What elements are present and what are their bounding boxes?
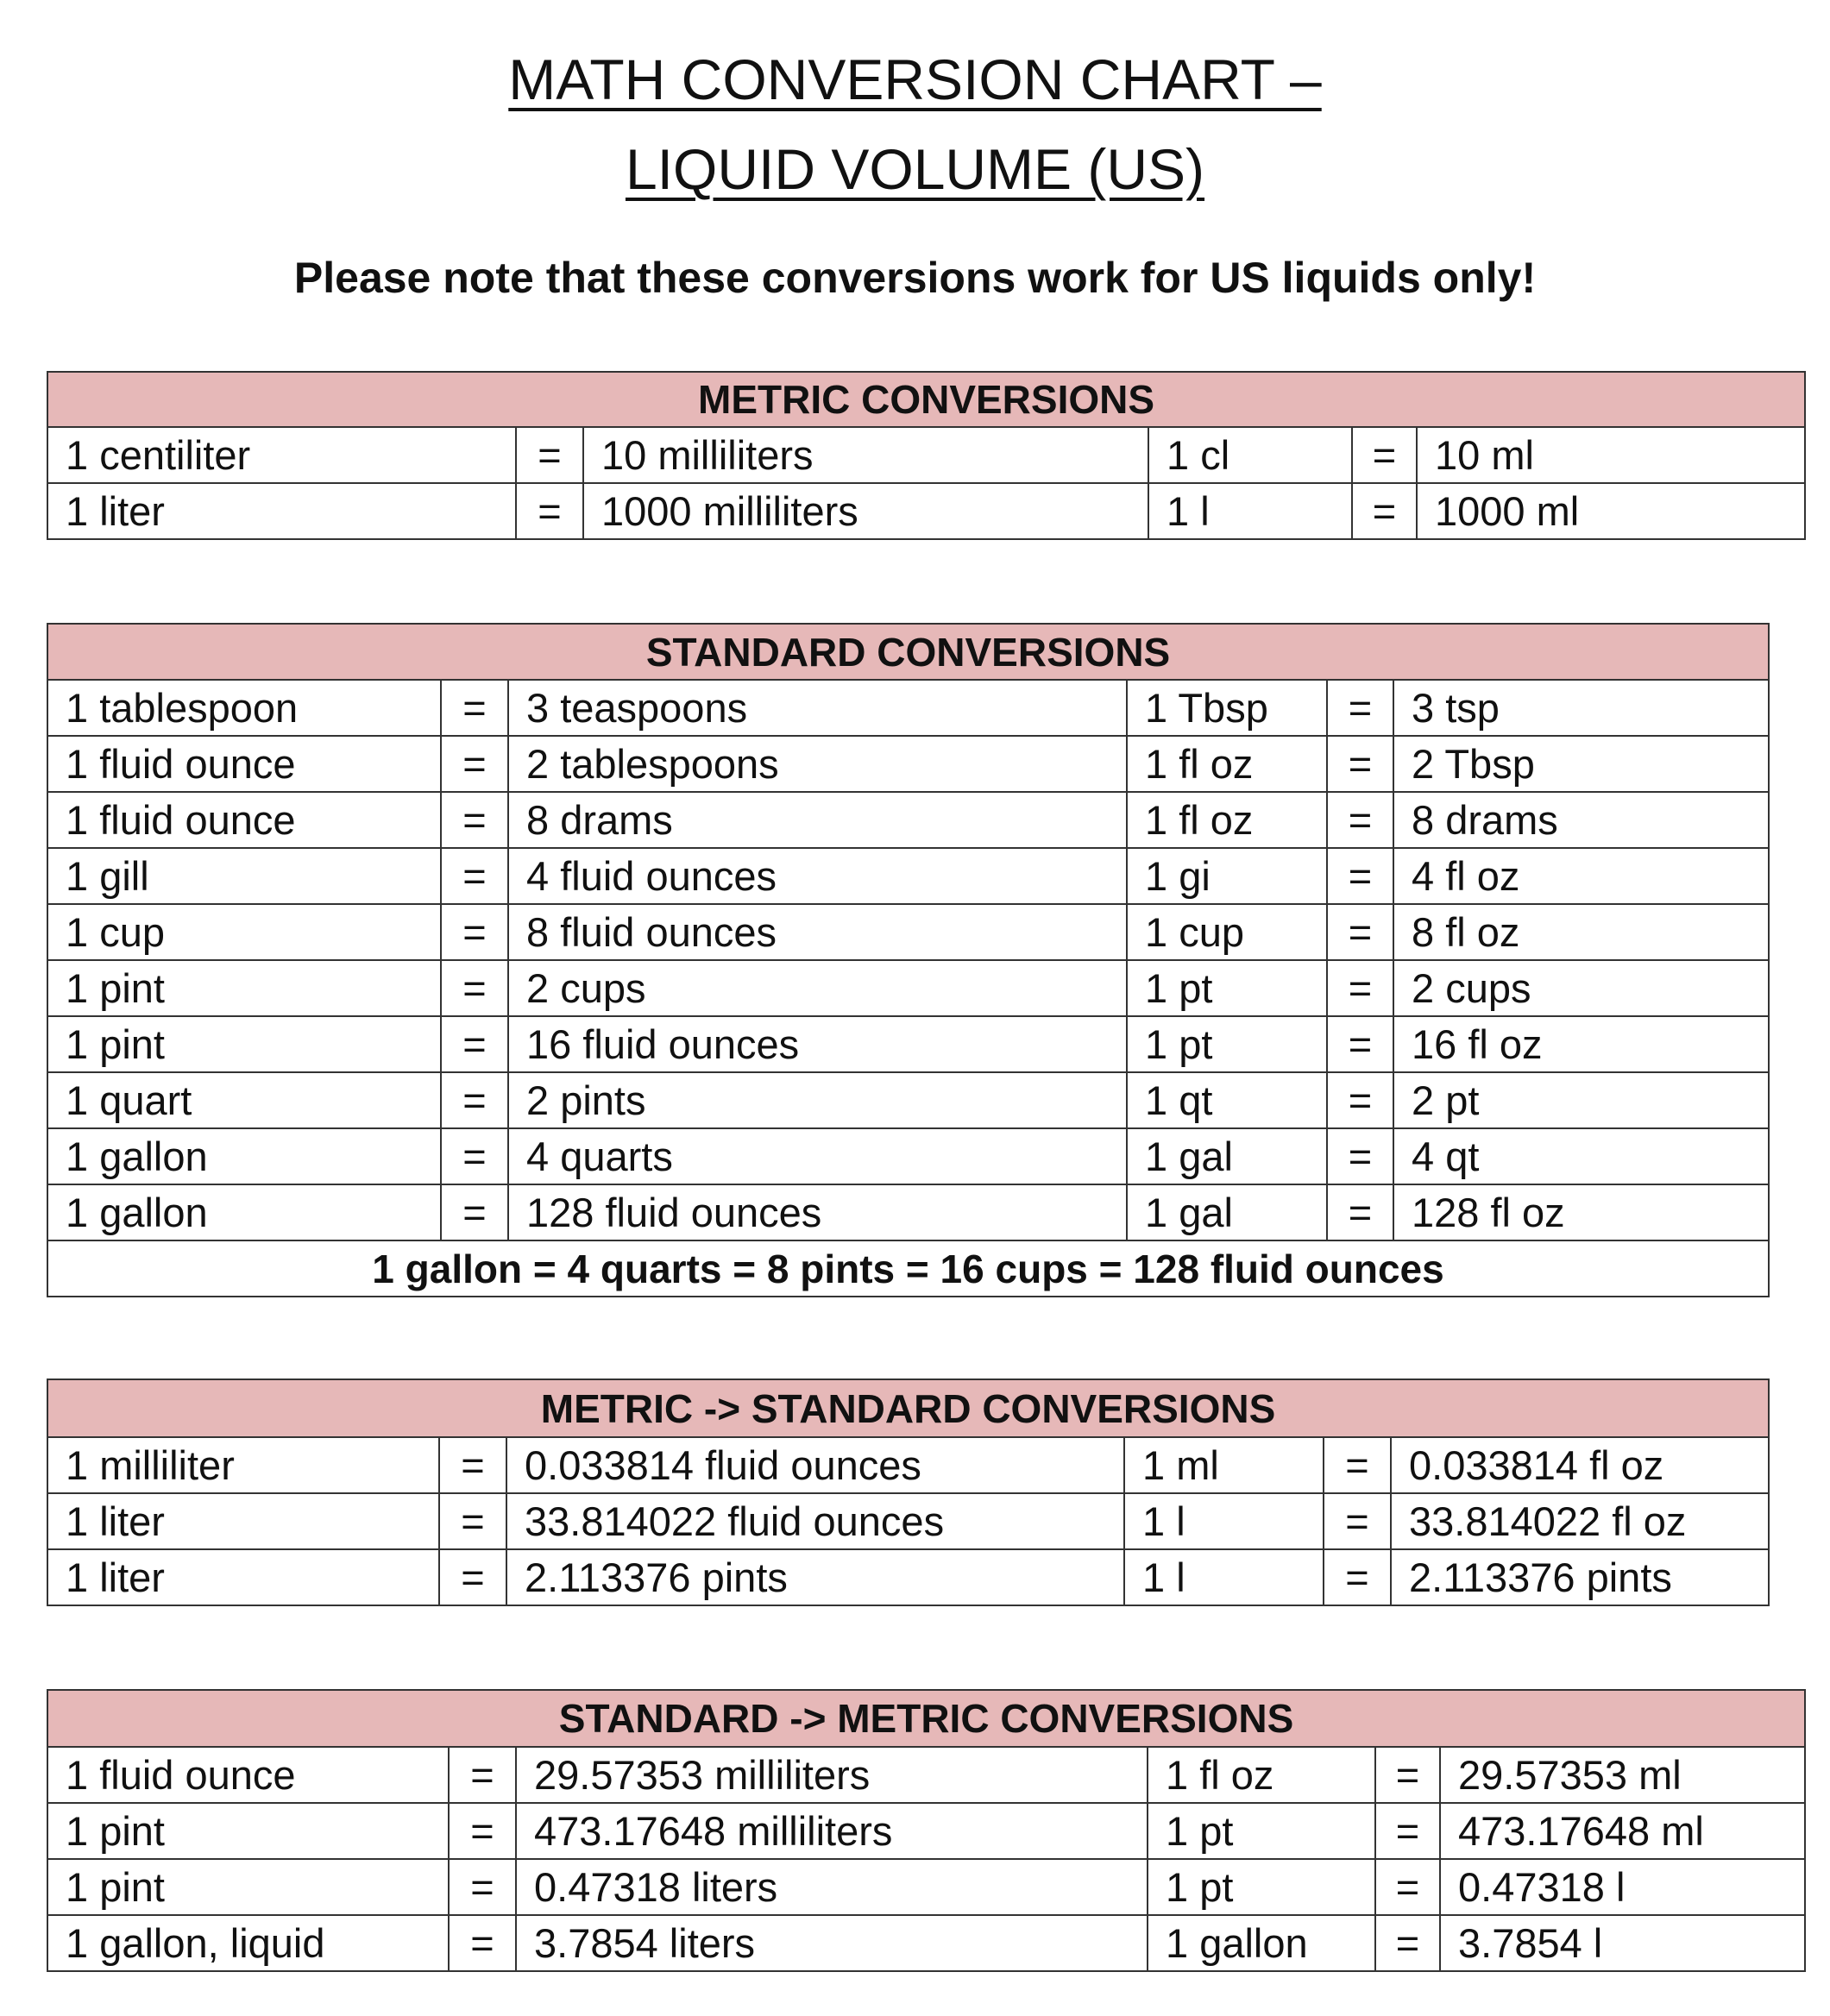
equals-sign: =: [449, 1859, 516, 1915]
table-heading-row: [47, 372, 1805, 427]
page-title-line-1-text: MATH CONVERSION CHART –: [508, 47, 1322, 111]
us-liquids-note: Please note that these conversions work for US liquids only!: [293, 254, 1537, 302]
equals-sign: =: [441, 1184, 508, 1240]
unit-abbr-cell: 1 gal: [1127, 1184, 1327, 1240]
equivalent-name-cell: 8 fluid ounces: [508, 904, 1127, 960]
unit-name-cell: 1 pint: [47, 1803, 449, 1859]
equals-sign: =: [1327, 1072, 1393, 1128]
equals-sign: =: [1375, 1803, 1440, 1859]
equals-sign: =: [439, 1493, 506, 1549]
equivalent-name-cell: 0.033814 fluid ounces: [506, 1437, 1124, 1493]
table-row: [47, 1859, 1805, 1915]
unit-name-cell: 1 liter: [47, 1549, 439, 1605]
equals-sign: =: [449, 1915, 516, 1971]
equivalent-abbr-cell: 473.17648 ml: [1440, 1803, 1805, 1859]
unit-name-cell: 1 gallon: [47, 1128, 441, 1184]
unit-abbr-cell: 1 gallon: [1148, 1915, 1375, 1971]
table-row: [47, 848, 1769, 904]
unit-abbr-cell: 1 pt: [1127, 1016, 1327, 1072]
equals-sign: =: [441, 792, 508, 848]
unit-abbr-cell: 1 fl oz: [1127, 792, 1327, 848]
table-heading-row: [47, 1379, 1769, 1437]
equals-sign: =: [439, 1549, 506, 1605]
equals-sign: =: [1324, 1493, 1391, 1549]
equals-sign: =: [1327, 1128, 1393, 1184]
table-row: [47, 1493, 1769, 1549]
equals-sign: =: [439, 1437, 506, 1493]
equals-sign: =: [516, 427, 583, 483]
equivalent-name-cell: 1000 milliliters: [583, 483, 1148, 539]
equivalent-abbr-cell: 29.57353 ml: [1440, 1747, 1805, 1803]
summary-row: [47, 1240, 1769, 1297]
equivalent-abbr-cell: 3 tsp: [1393, 680, 1769, 736]
equivalent-abbr-cell: 2.113376 pints: [1391, 1549, 1769, 1605]
table-row: [47, 1437, 1769, 1493]
equals-sign: =: [441, 904, 508, 960]
table-row: [47, 904, 1769, 960]
unit-abbr-cell: 1 cl: [1148, 427, 1352, 483]
standard-conversions-table: [47, 623, 1770, 1297]
equals-sign: =: [441, 960, 508, 1016]
equivalent-name-cell: 2 tablespoons: [508, 736, 1127, 792]
unit-abbr-cell: 1 l: [1148, 483, 1352, 539]
unit-name-cell: 1 centiliter: [47, 427, 516, 483]
equivalent-name-cell: 16 fluid ounces: [508, 1016, 1127, 1072]
equals-sign: =: [516, 483, 583, 539]
unit-name-cell: 1 tablespoon: [47, 680, 441, 736]
page-title-line-2-text: LIQUID VOLUME (US): [625, 137, 1205, 201]
page-title-line-2: [0, 135, 1830, 204]
equivalent-abbr-cell: 8 drams: [1393, 792, 1769, 848]
metric-conversions-table: [47, 371, 1806, 540]
equivalent-abbr-cell: 10 ml: [1417, 427, 1805, 483]
unit-name-cell: 1 milliliter: [47, 1437, 439, 1493]
standard-conversions-heading: STANDARD CONVERSIONS: [47, 624, 1769, 680]
table-row: [47, 1803, 1805, 1859]
unit-name-cell: 1 gill: [47, 848, 441, 904]
equivalent-name-cell: 473.17648 milliliters: [516, 1803, 1148, 1859]
equivalent-abbr-cell: 128 fl oz: [1393, 1184, 1769, 1240]
unit-abbr-cell: 1 gal: [1127, 1128, 1327, 1184]
equals-sign: =: [449, 1747, 516, 1803]
equivalent-abbr-cell: 3.7854 l: [1440, 1915, 1805, 1971]
unit-abbr-cell: 1 qt: [1127, 1072, 1327, 1128]
unit-name-cell: 1 cup: [47, 904, 441, 960]
equivalent-abbr-cell: 2 Tbsp: [1393, 736, 1769, 792]
equivalent-abbr-cell: 33.814022 fl oz: [1391, 1493, 1769, 1549]
unit-abbr-cell: 1 ml: [1124, 1437, 1324, 1493]
equivalent-abbr-cell: 4 qt: [1393, 1128, 1769, 1184]
table-heading-row: [47, 1690, 1805, 1747]
equals-sign: =: [1327, 1016, 1393, 1072]
equals-sign: =: [1327, 848, 1393, 904]
equivalent-name-cell: 0.47318 liters: [516, 1859, 1148, 1915]
equivalent-abbr-cell: 0.47318 l: [1440, 1859, 1805, 1915]
equals-sign: =: [441, 736, 508, 792]
equivalent-abbr-cell: 0.033814 fl oz: [1391, 1437, 1769, 1493]
equivalent-name-cell: 33.814022 fluid ounces: [506, 1493, 1124, 1549]
unit-name-cell: 1 fluid ounce: [47, 792, 441, 848]
unit-abbr-cell: 1 pt: [1148, 1803, 1375, 1859]
unit-abbr-cell: 1 gi: [1127, 848, 1327, 904]
standard-to-metric-heading: STANDARD -> METRIC CONVERSIONS: [47, 1690, 1805, 1747]
equivalent-name-cell: 3 teaspoons: [508, 680, 1127, 736]
equivalent-name-cell: 3.7854 liters: [516, 1915, 1148, 1971]
equals-sign: =: [441, 848, 508, 904]
table-row: [47, 427, 1805, 483]
unit-name-cell: 1 quart: [47, 1072, 441, 1128]
unit-abbr-cell: 1 cup: [1127, 904, 1327, 960]
equals-sign: =: [1327, 792, 1393, 848]
unit-abbr-cell: 1 fl oz: [1148, 1747, 1375, 1803]
unit-name-cell: 1 pint: [47, 1859, 449, 1915]
page-title-line-1: [0, 45, 1830, 114]
unit-abbr-cell: 1 l: [1124, 1549, 1324, 1605]
equivalent-name-cell: 10 milliliters: [583, 427, 1148, 483]
equals-sign: =: [1324, 1437, 1391, 1493]
unit-name-cell: 1 liter: [47, 1493, 439, 1549]
equals-sign: =: [441, 1016, 508, 1072]
table-row: [47, 1549, 1769, 1605]
equals-sign: =: [1327, 904, 1393, 960]
equivalent-name-cell: 8 drams: [508, 792, 1127, 848]
equals-sign: =: [1327, 736, 1393, 792]
unit-abbr-cell: 1 fl oz: [1127, 736, 1327, 792]
table-row: [47, 1128, 1769, 1184]
metric-to-standard-table: [47, 1379, 1770, 1606]
table-row: [47, 483, 1805, 539]
unit-name-cell: 1 pint: [47, 960, 441, 1016]
table-row: [47, 1016, 1769, 1072]
equivalent-abbr-cell: 2 pt: [1393, 1072, 1769, 1128]
equals-sign: =: [441, 1072, 508, 1128]
equals-sign: =: [1352, 483, 1417, 539]
equals-sign: =: [441, 680, 508, 736]
equivalent-name-cell: 4 quarts: [508, 1128, 1127, 1184]
equivalent-name-cell: 2 pints: [508, 1072, 1127, 1128]
table-row: [47, 1747, 1805, 1803]
table-row: [47, 1072, 1769, 1128]
equals-sign: =: [1327, 680, 1393, 736]
equals-sign: =: [1375, 1747, 1440, 1803]
table-heading-row: [47, 624, 1769, 680]
equivalent-abbr-cell: 2 cups: [1393, 960, 1769, 1016]
table-row: [47, 736, 1769, 792]
equivalent-name-cell: 29.57353 milliliters: [516, 1747, 1148, 1803]
equivalent-abbr-cell: 4 fl oz: [1393, 848, 1769, 904]
unit-abbr-cell: 1 pt: [1127, 960, 1327, 1016]
table-row: [47, 1915, 1805, 1971]
equals-sign: =: [1352, 427, 1417, 483]
equivalent-name-cell: 128 fluid ounces: [508, 1184, 1127, 1240]
equivalent-abbr-cell: 1000 ml: [1417, 483, 1805, 539]
table-row: [47, 792, 1769, 848]
unit-name-cell: 1 liter: [47, 483, 516, 539]
equals-sign: =: [1327, 1184, 1393, 1240]
equivalent-abbr-cell: 8 fl oz: [1393, 904, 1769, 960]
equals-sign: =: [449, 1803, 516, 1859]
table-row: [47, 680, 1769, 736]
unit-abbr-cell: 1 pt: [1148, 1859, 1375, 1915]
unit-name-cell: 1 gallon: [47, 1184, 441, 1240]
standard-to-metric-table: [47, 1689, 1806, 1972]
equals-sign: =: [1324, 1549, 1391, 1605]
equivalent-name-cell: 2.113376 pints: [506, 1549, 1124, 1605]
unit-abbr-cell: 1 Tbsp: [1127, 680, 1327, 736]
unit-name-cell: 1 pint: [47, 1016, 441, 1072]
equivalent-abbr-cell: 16 fl oz: [1393, 1016, 1769, 1072]
equivalent-name-cell: 2 cups: [508, 960, 1127, 1016]
equals-sign: =: [1327, 960, 1393, 1016]
equals-sign: =: [441, 1128, 508, 1184]
equivalent-name-cell: 4 fluid ounces: [508, 848, 1127, 904]
unit-abbr-cell: 1 l: [1124, 1493, 1324, 1549]
equals-sign: =: [1375, 1915, 1440, 1971]
gallon-summary: 1 gallon = 4 quarts = 8 pints = 16 cups = 128 fluid ounces: [47, 1240, 1769, 1297]
metric-conversions-heading: METRIC CONVERSIONS: [47, 372, 1805, 427]
table-row: [47, 960, 1769, 1016]
equals-sign: =: [1375, 1859, 1440, 1915]
table-row: [47, 1184, 1769, 1240]
unit-name-cell: 1 fluid ounce: [47, 736, 441, 792]
metric-to-standard-heading: METRIC -> STANDARD CONVERSIONS: [47, 1379, 1769, 1437]
unit-name-cell: 1 gallon, liquid: [47, 1915, 449, 1971]
unit-name-cell: 1 fluid ounce: [47, 1747, 449, 1803]
